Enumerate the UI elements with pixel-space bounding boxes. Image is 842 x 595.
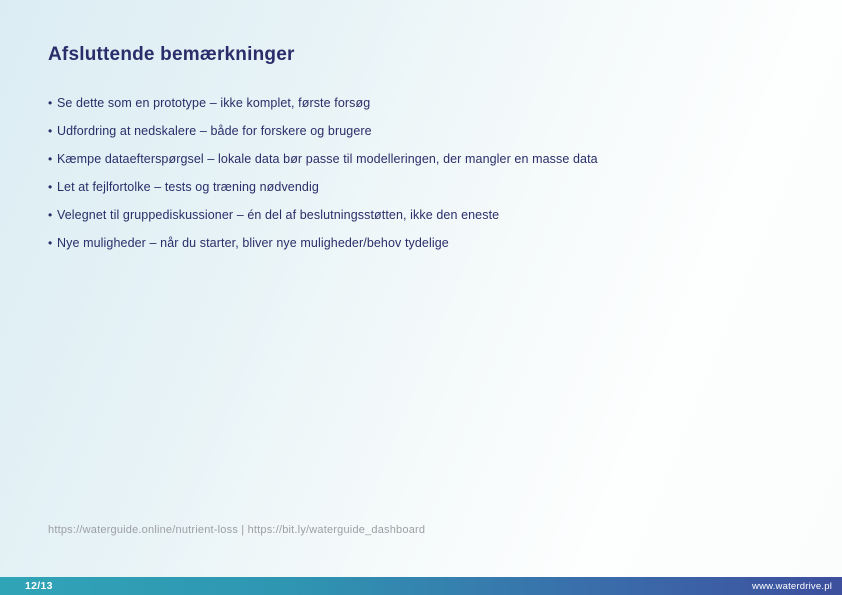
bullet-item	[48, 201, 802, 229]
bullet-marker: •	[48, 124, 53, 138]
footer-bar	[0, 577, 842, 595]
bullet-item	[48, 145, 802, 173]
bullet-text: Let at fejlfortolke – tests og træning nødvendig	[57, 180, 319, 194]
bullet-text: Kæmpe dataefterspørgsel – lokale data bør passe til modelleringen, der mangler en masse data	[57, 152, 598, 166]
bullet-marker: •	[48, 208, 53, 222]
bullet-marker: •	[48, 180, 53, 194]
bullet-text: Udfordring at nedskalere – både for forskere og brugere	[57, 124, 372, 138]
bullet-text: Velegnet til gruppediskussioner – én del af beslutningsstøtten, ikke den eneste	[57, 208, 500, 222]
bullet-marker: •	[48, 236, 53, 250]
slide-title: Afsluttende bemærkninger	[48, 44, 295, 65]
website-url: www.waterdrive.pl	[752, 580, 832, 592]
bullet-text: Nye muligheder – når du starter, bliver nye muligheder/behov tydelige	[57, 236, 449, 250]
bullet-text: Se dette som en prototype – ikke komplet, første forsøg	[57, 96, 371, 110]
footer-links: https://waterguide.online/nutrient-loss | https://bit.ly/waterguide_dashboard	[48, 524, 426, 536]
page-number: 12/13	[25, 580, 53, 592]
bullet-item	[48, 229, 802, 257]
bullet-item	[48, 117, 802, 145]
bullet-marker: •	[48, 96, 53, 110]
bullet-item	[48, 173, 802, 201]
bullet-list	[48, 89, 802, 257]
bullet-marker: •	[48, 152, 53, 166]
bullet-item	[48, 89, 802, 117]
